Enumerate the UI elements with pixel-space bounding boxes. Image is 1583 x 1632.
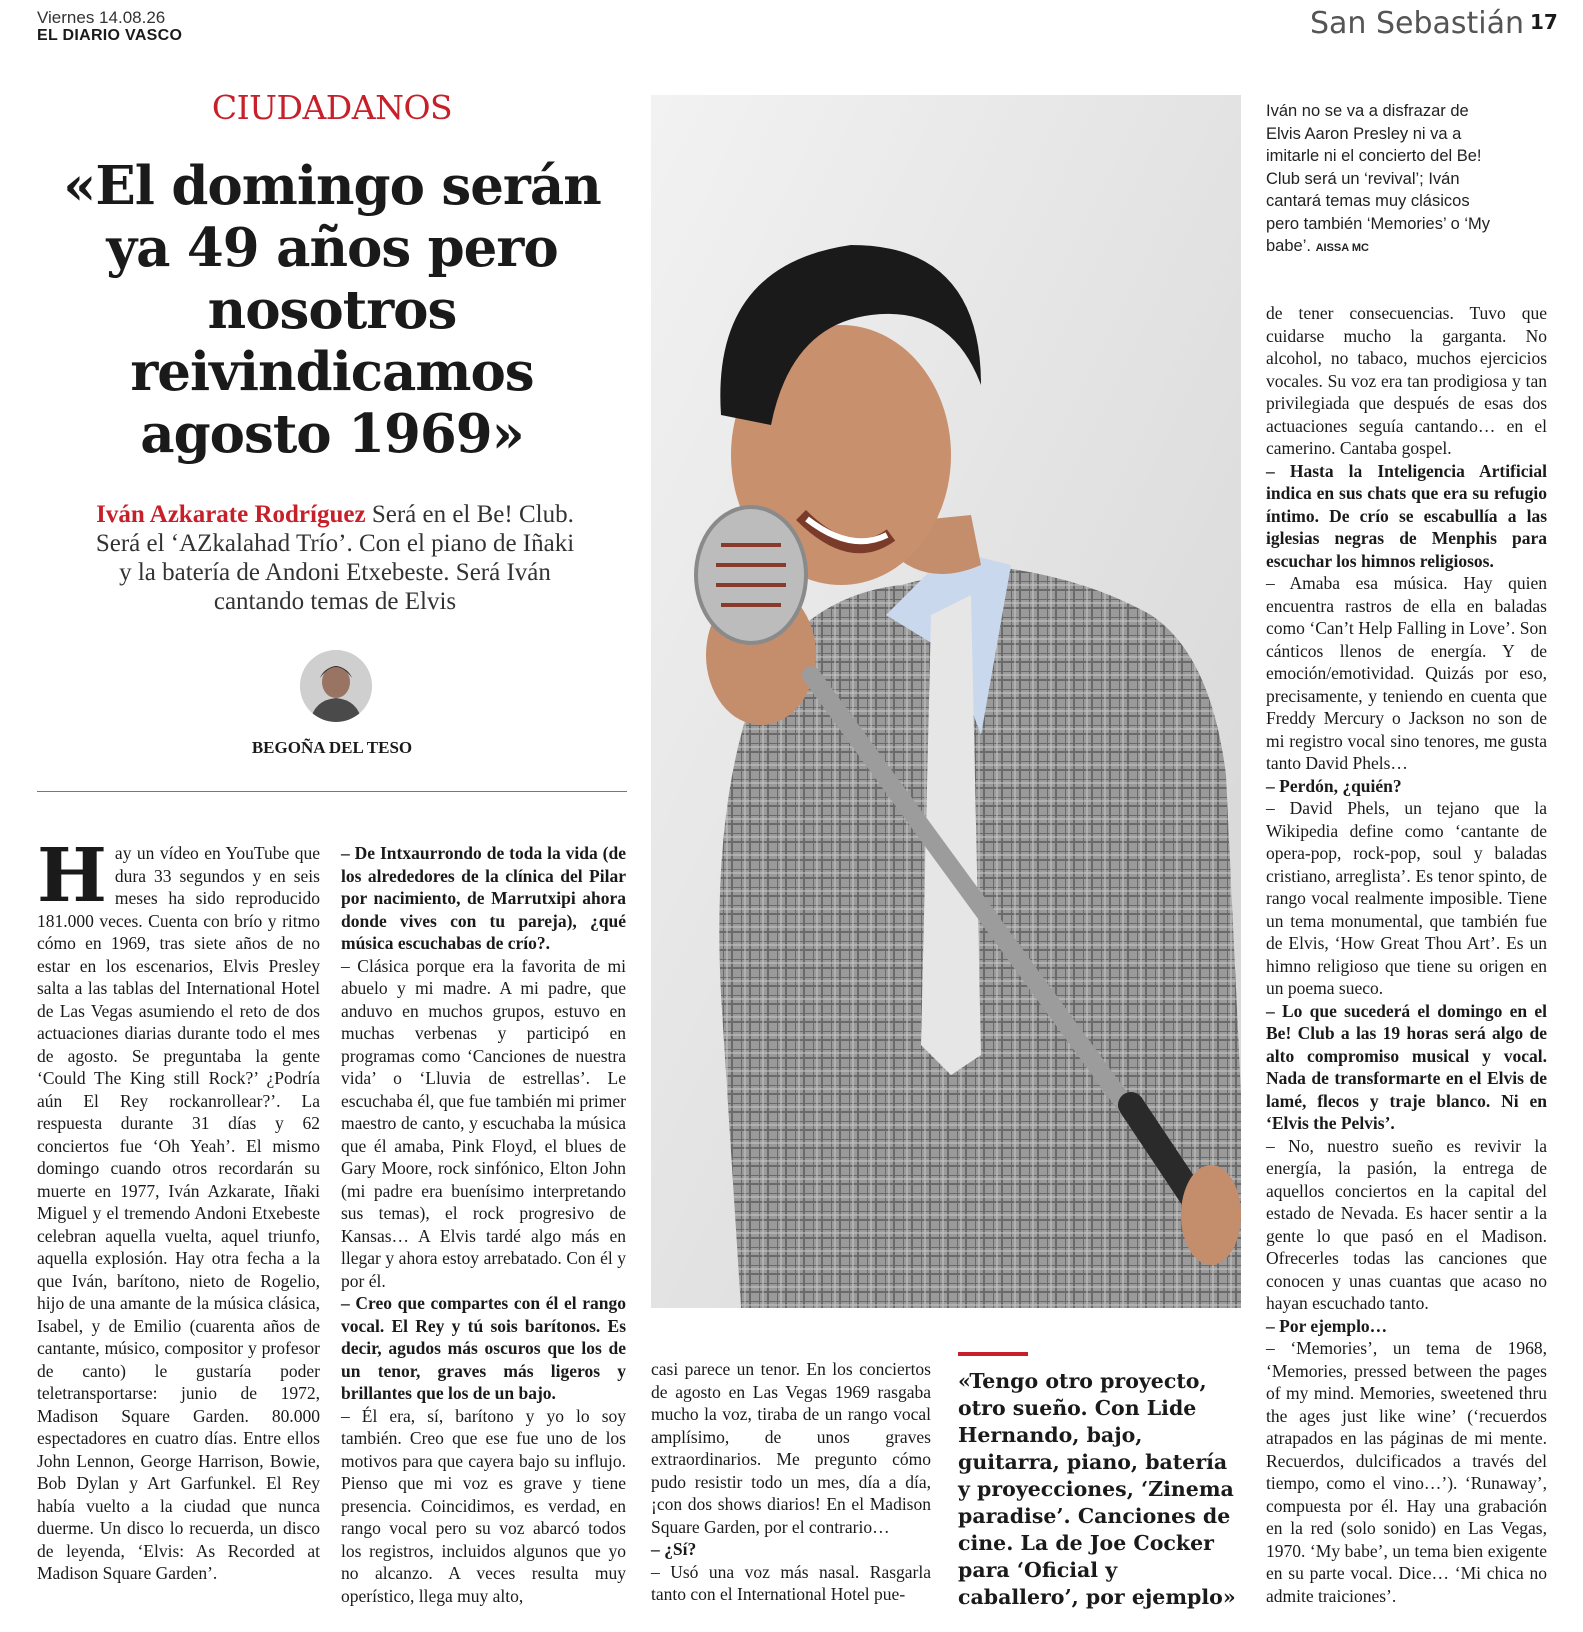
author-portrait-icon [300, 650, 372, 722]
issue-date: Viernes 14.08.26 [37, 8, 166, 27]
caption-text: Iván no se va a disfrazar de Elvis Aaron Presley ni va a imitarle ni el concierto del Be! Club será un ‘revival’; Iván cantará temas muy clásicos pero también ‘Memories’ o ‘My babe’. [1266, 102, 1491, 255]
answer: casi parece un tenor. En los conciertos de agosto en Las Vegas 1969 rasgaba mucho la voz, tiraba de un rango vocal amplísimo, de unos graves extraordinarios. Me pregunto cómo pudo resistir todo un mes, día a día, ¡con dos shows diarios! En el Madison Square Garden, por el contrario… [651, 1359, 931, 1537]
answer: de tener consecuencias. Tuvo que cuidarse mucho la garganta. No alcohol, no tabaco, muchos ejercicios vocales. Su voz era tan prodigiosa y tan privilegiada que después de esas dos actuaciones seguía cantando… en el camerino. Cantaba gospel. [1266, 303, 1547, 458]
answer: – No, nuestro sueño es revivir la energía, la pasión, la entrega de aquellos conciertos en la capital del estado de Nevada. Es hacer sentir a la gente lo que pasó en el Madison. Ofrecerles todas las canciones que conocen y unas cuantas que acaso no hayan escuchado tanto. [1266, 1135, 1547, 1313]
header-divider [37, 791, 627, 792]
answer: – ‘Memories’, un tema de 1968, ‘Memories, pressed between the pages of my mind. Memories, sweetened thru the ages just like wine’ (‘recuerdos atrapados en las páginas de mi mente. Recuerdos, dulcificados a través del tiempo, como el vino…’). ‘Runaway’, compuesta por él. Hay una grabación en la red (solo sonido) en Las Vegas, 1970. ‘My babe’, un tema bien exigente en su parte vocal. Dice… ‘Mi chica no admite traiciones’. [1266, 1338, 1547, 1606]
pull-quote-rule [958, 1352, 1028, 1356]
answer: – Amaba esa música. Hay quien encuentra rastros de ella en baladas como ‘Can’t Help Falling in Love’. Son cánticos llenos de energía. Y de emoción/emotividad. Quizás por eso, precisamente, y teniendo en cuenta que Freddy Mercury o Jackson no son de mi registro vocal sino tenores, me gusta tanto David Phels… [1266, 573, 1547, 773]
question: – Hasta la Inteligencia Artificial indica en sus chats que era su refugio íntimo. De crío se escabullía a las iglesias negras de Menphis para escuchar los himnos religiosos. [1266, 460, 1547, 571]
section-name: San Sebastián [1310, 6, 1525, 41]
author-name: BEGOÑA DEL TESO [251, 738, 413, 757]
pull-quote: «Tengo otro proyecto, otro sueño. Con Lide Hernando, bajo, guitarra, piano, batería y proyecciones, ‘Zinema paradise’. Canciones de cine. La de Joe Cocker para ‘Oficial y caballero’, por ejemplo» [958, 1369, 1236, 1609]
answer: – Él era, sí, barítono y yo lo soy también. Creo que ese fue uno de los motivos para que cayera bajo su influjo. Pienso que mi voz es grave y tiene presencia. Coincidimos, es verdad, en rango vocal pero su voz abarcó todos los registros, incluidos algunos que yo no alcanzo. A veces resulta muy operístico, llega muy alto, [341, 1405, 626, 1606]
body-column-1 [37, 833, 320, 1585]
question: – Por ejemplo… [1266, 1315, 1388, 1336]
question: – De Intxaurrondo de toda la vida (de los alrededores de la clínica del Pilar por nacimiento, de Marrutxipi ahora donde vives con tu pareja), ¿qué música escuchabas de crío?. [341, 843, 626, 953]
singer-with-microphone-image [651, 95, 1241, 1308]
deck-text: Será en el Be! Club. Será el ‘AZkalahad Trío’. Con el piano de Iñaki y la batería de Andoni Etxebeste. Será Iván cantando temas de Elvis [95, 501, 575, 615]
photo-credit: AISSA MC [1315, 242, 1369, 254]
article-photo [651, 95, 1241, 1308]
question: – Perdón, ¿quién? [1266, 775, 1402, 796]
author-avatar [300, 650, 372, 722]
body-column-4 [1266, 302, 1547, 1607]
question: – Lo que sucederá el domingo en el Be! Club a las 19 horas será algo de alto compromiso musical y vocal. Nada de transformarte en el Elvis de lamé, flecos y traje blanco. Ni en ‘Elvis the Pelvis’. [1266, 1000, 1547, 1133]
deck-person-name: Iván Azkarate Rodríguez [96, 501, 366, 528]
body-column-3 [651, 1358, 931, 1606]
question: – Creo que compartes con él el rango vocal. El Rey y tú sois barítonos. Es decir, agudos más oscuros que los de un tenor, graves más ligeros y brillantes que los de un bajo. [341, 1293, 626, 1403]
drop-cap: H [37, 833, 107, 919]
article-headline: «El domingo serán ya 49 años pero nosotros reivindicamos agosto 1969» [63, 155, 601, 465]
page-number: 17 [1530, 10, 1558, 34]
photo-caption [1266, 100, 1506, 260]
answer: – David Phels, un tejano que la Wikipedia define como ‘cantante de opera-pop, rock-pop, soul y baladas cristiano, arreglista’. Es tenor spinto, de rango vocal realmente imposible. Tiene un tema monumental, que también fue de Elvis, ‘How Great Thou Art’. Es un himno religioso que tiene su origen en un poema sueco. [1266, 798, 1547, 998]
article-kicker: CIUDADANOS [211, 88, 453, 127]
newspaper-name: EL DIARIO VASCO [37, 27, 183, 44]
body-column-2 [341, 842, 626, 1607]
answer: – Usó una voz más nasal. Rasgarla tanto con el International Hotel pue- [651, 1561, 931, 1604]
answer: – Clásica porque era la favorita de mi abuelo y mi madre. A mi padre, que anduvo en muchos grupos, estuvo en muchas verbenas y participó en programas como ‘Canciones de nuestra vida’ o ‘Lluvia de estrellas’. Le escuchaba él, que fue también mi primer maestro de canto, y escuchaba la música que él amaba, Pink Floyd, el blues de Gary Moore, rock sinfónico, Elton John (mi padre era buenísimo interpretando sus temas), el rock progresivo de Kansas… A Elvis tardé algo más en llegar y ahora estoy arrebatado. Con él y por él. [341, 955, 626, 1291]
intro-paragraph: ay un vídeo en YouTube que dura 33 segundos y en seis meses ha sido reproducido 181.000 veces. Cuenta con brío y ritmo cómo en 1969, tras siete años de no estar en los escenarios, Elvis Presley salta a las tablas del International Hotel de Las Vegas asumiendo el reto de dos actuaciones diarias durante todo el mes de agosto. Se preguntaba la gente ‘Could The King still Rock?’ ¿Podría aún El Rey rockanrollear?’. La respuesta durante 31 días y 62 conciertos fue ‘Oh Yeah’. El mismo domingo cuando otros recordarán su muerte en 1977, Iván Azkarate, Iñaki Miguel y el tremendo Andoni Etxebeste celebran aquella vuelta, aquel triunfo, aquella explosión. Hay otra fecha a la que Iván, barítono, nieto de Rogelio, hijo de una amante de la música clásica, Isabel, y de Emilio (cuarenta años de cantante, músico, compositor y profesor de canto) le gustaría poder teletransportarse: junio de 1972, Madison Square Garden. 80.000 espectadores en cuatro días. Entre ellos John Lennon, George Harrison, Bowie, Bob Dylan y Art Garfunkel. El Rey había vuelto a la ciudad que nunca duerme. Un disco lo recuerda, un disco de leyenda, ‘Elvis: As Recorded at Madison Square Garden’. [37, 843, 320, 1583]
question: – ¿Sí? [651, 1539, 697, 1559]
article-deck [95, 500, 575, 616]
